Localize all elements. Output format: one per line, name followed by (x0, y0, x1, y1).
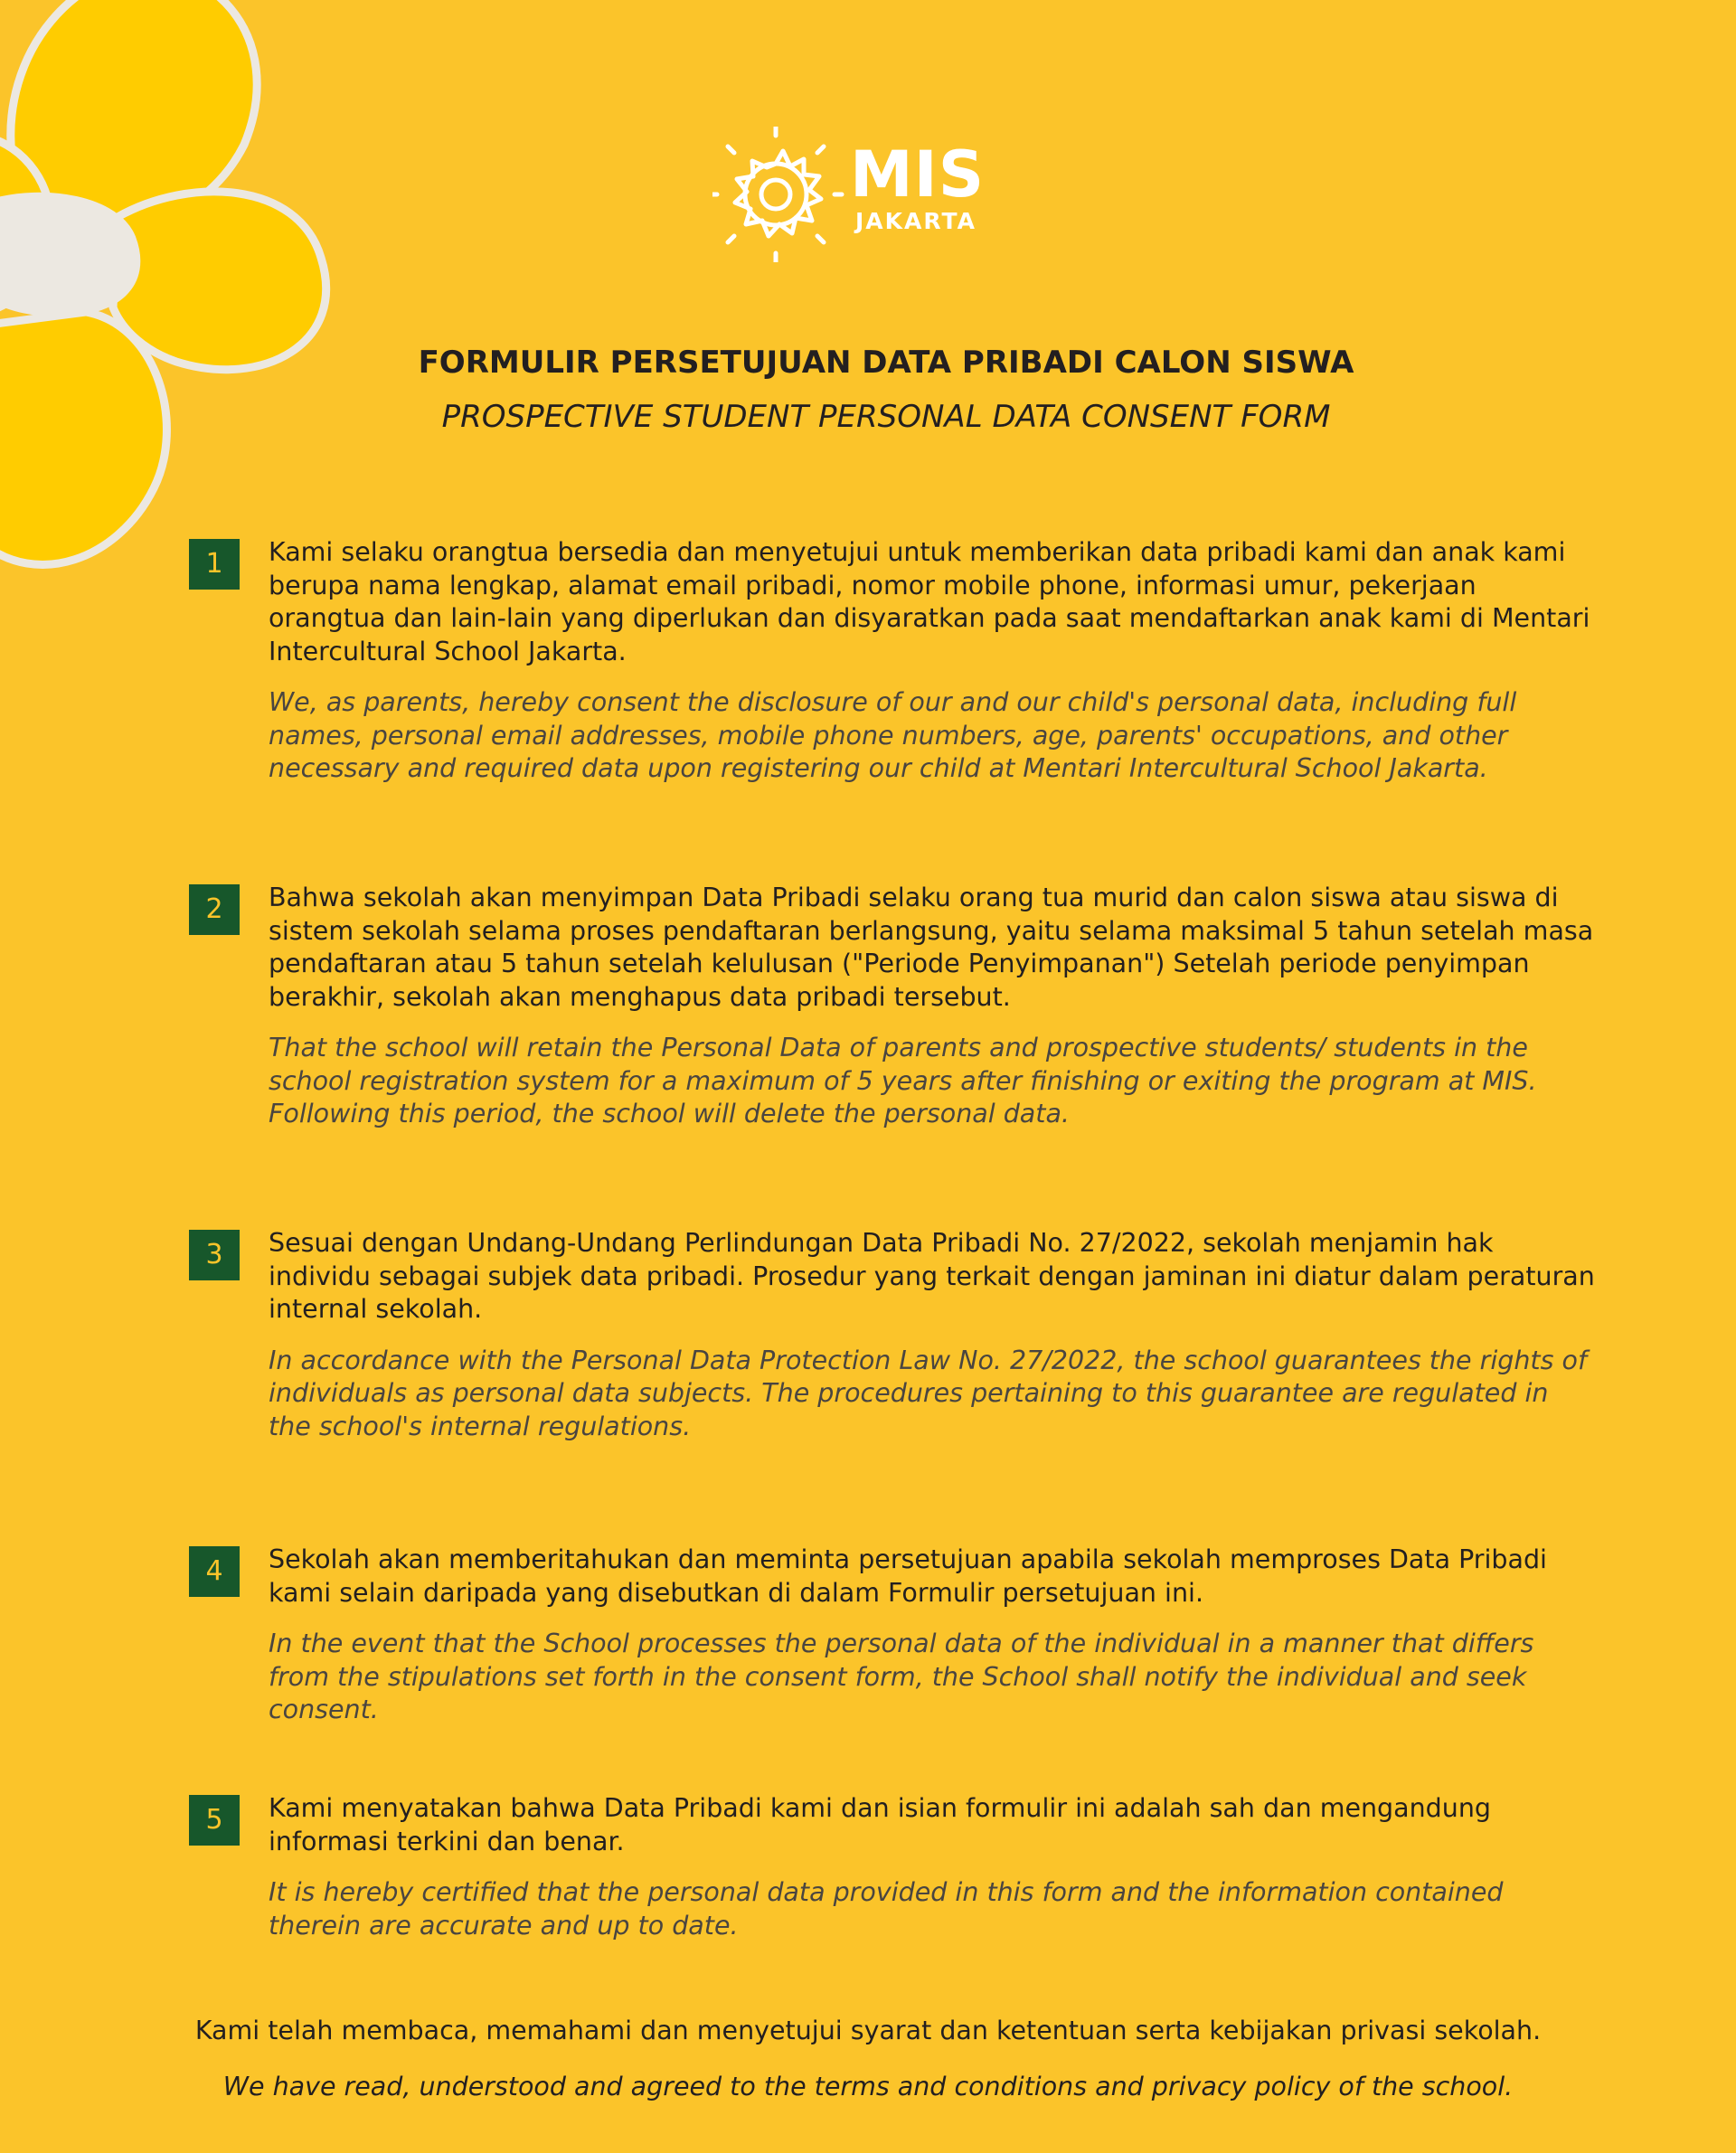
sun-emblem-icon (712, 127, 848, 262)
item-number-badge: 2 (189, 884, 240, 935)
item-text-english: It is hereby certified that the personal data provided in this form and the information contained therein are accurate and up to date. (269, 1877, 1504, 1941)
item-text-english: We, as parents, hereby consent the disclosure of our and our child's personal data, including full names, personal email addresses, mobile phone numbers, age, parents' occupations, and other necessary and required data upon registering our child at Mentari Intercultural School Jakarta. (269, 687, 1517, 783)
item-text-block (269, 1792, 1598, 1942)
item-text-block (269, 536, 1598, 786)
item-text-english: In the event that the School processes the personal data of the individual in a manner that differs from the stipulations set forth in the consent form, the School shall notify the individual and seek consent. (269, 1629, 1534, 1724)
item-text-indonesian: Kami menyatakan bahwa Data Pribadi kami dan isian formulir ini adalah sah dan mengandung informasi terkini dan benar. (269, 1793, 1491, 1856)
logo-title: MIS (850, 137, 986, 212)
item-text-block (269, 1227, 1598, 1443)
item-text-indonesian: Sekolah akan memberitahukan dan meminta persetujuan apabila sekolah memproses Data Pribadi kami selain daripada yang disebutkan di dalam Formulir persetujuan ini. (269, 1544, 1547, 1608)
item-text-indonesian: Sesuai dengan Undang-Undang Perlindungan Data Pribadi No. 27/2022, sekolah menjamin hak individu sebagai subjek data pribadi. Prosedur yang terkait dengan jaminan ini diatur dalam peraturan internal sekolah. (269, 1228, 1595, 1324)
form-header (0, 342, 1736, 438)
item-text-english: That the school will retain the Personal Data of parents and prospective students/ students in the school registration system for a maximum of 5 years after finishing or exiting the program at MIS. Following this period, the school will delete the personal data. (269, 1033, 1537, 1128)
item-text-indonesian: Bahwa sekolah akan menyimpan Data Pribadi selaku orang tua murid dan calon siswa atau siswa di sistem sekolah selama proses pendaftaran berlangsung, yaitu selama maksimal 5 tahun setelah masa pendaftaran atau 5 tahun setelah kelulusan ("Periode Penyimpanan") Setelah periode penyimpan berakhir, sekolah akan menghapus data pribadi tersebut. (269, 883, 1594, 1012)
page-title: FORMULIR PERSETUJUAN DATA PRIBADI CALON SISWA (418, 345, 1354, 381)
closing-text-english: We have read, understood and agreed to the terms and conditions and privacy policy of the school. (222, 2072, 1514, 2101)
item-text-block (269, 1544, 1598, 1727)
item-text-indonesian: Kami selaku orangtua bersedia dan menyetujui untuk memberikan data pribadi kami dan anak kami berupa nama lengkap, alamat email pribadi, nomor mobile phone, informasi umur, pekerjaan orangtua dan lain-lain yang diperlukan dan disyaratkan pada saat mendaftarkan anak kami di Mentari Intercultural School Jakarta. (269, 537, 1590, 666)
item-text-block (269, 882, 1598, 1131)
item-number-badge: 4 (189, 1546, 240, 1597)
closing-text-indonesian: Kami telah membaca, memahami dan menyetujui syarat dan ketentuan serta kebijakan privasi sekolah. (194, 2016, 1542, 2045)
item-text-english: In accordance with the Personal Data Protection Law No. 27/2022, the school guarantees the rights of individuals as personal data subjects. The procedures pertaining to this guarantee are regulated in the school's internal regulations. (269, 1345, 1587, 1441)
item-number-badge: 5 (189, 1795, 240, 1846)
logo-subtitle: JAKARTA (855, 208, 976, 234)
flower-icon (0, 0, 362, 579)
item-number-badge: 1 (189, 539, 240, 590)
closing-statement (0, 2013, 1736, 2105)
page-subtitle: PROSPECTIVE STUDENT PERSONAL DATA CONSENT FORM (441, 399, 1331, 435)
item-number-badge: 3 (189, 1230, 240, 1280)
school-logo (712, 127, 993, 262)
